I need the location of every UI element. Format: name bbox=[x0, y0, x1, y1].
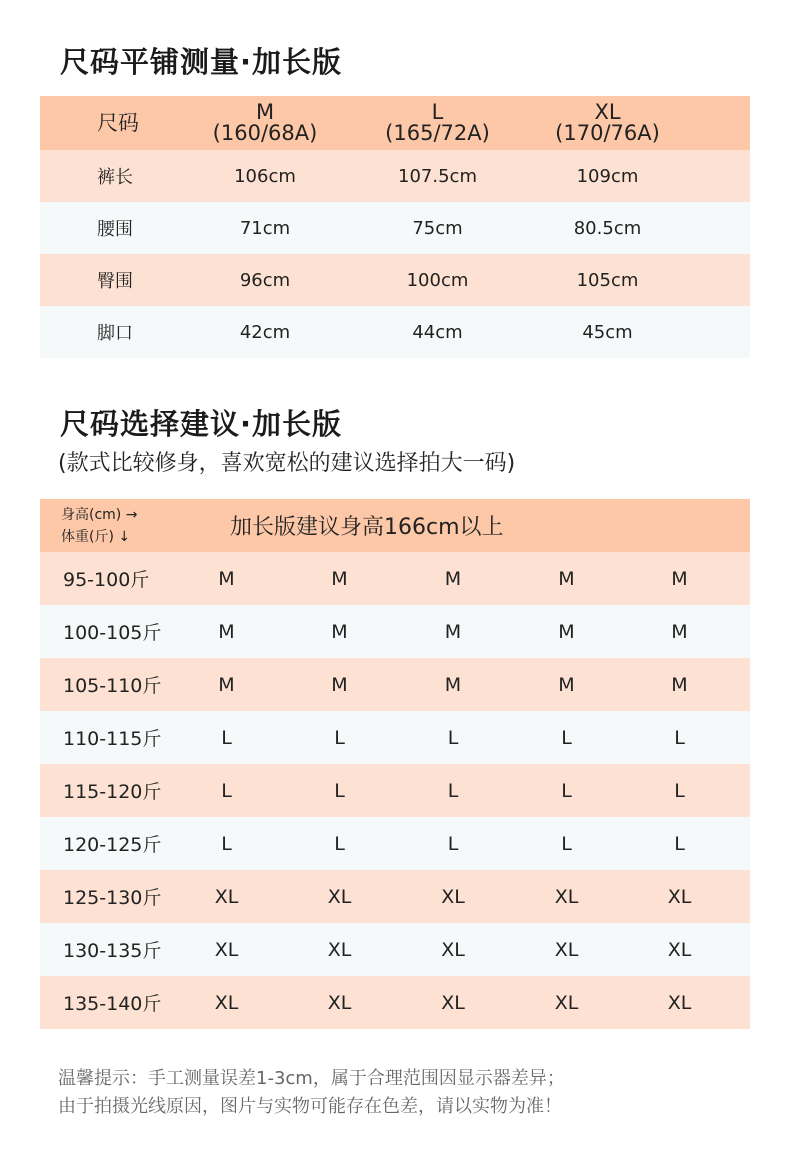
recommended-size-cell: XL bbox=[441, 938, 465, 961]
recommended-size-cell: XL bbox=[441, 885, 465, 908]
recommended-size-cell: XL bbox=[554, 991, 579, 1014]
row-label: 臀围 bbox=[97, 271, 133, 292]
recommended-size-cell: M bbox=[331, 567, 348, 590]
table-row bbox=[40, 711, 750, 764]
table-cell: 107.5cm bbox=[398, 165, 477, 187]
note-line-1: 温馨提示：手工测量误差1-3cm，属于合理范围因显示器差异； bbox=[58, 1068, 565, 1089]
weight-range-label: 120-125斤 bbox=[63, 834, 162, 856]
recommended-size-cell: XL bbox=[327, 885, 352, 908]
recommended-size-cell: M bbox=[558, 673, 575, 696]
table-cell: 96cm bbox=[239, 269, 291, 291]
table-row bbox=[40, 605, 750, 658]
table-row bbox=[40, 254, 750, 306]
recommended-size-cell: XL bbox=[327, 938, 352, 961]
recommended-size-cell: L bbox=[561, 726, 572, 749]
weight-range-label: 115-120斤 bbox=[63, 781, 162, 803]
table-row bbox=[40, 150, 750, 202]
table-cell: 45cm bbox=[582, 321, 633, 343]
recommended-size-cell: M bbox=[331, 620, 348, 643]
recommended-size-cell: L bbox=[447, 779, 459, 802]
recommended-size-cell: L bbox=[334, 726, 345, 749]
recommended-size-cell: L bbox=[334, 779, 345, 802]
table-cell: 44cm bbox=[412, 321, 463, 343]
table-cell: 71cm bbox=[239, 217, 291, 239]
recommended-size-cell: XL bbox=[667, 938, 692, 961]
table-cell: 75cm bbox=[412, 217, 463, 239]
row-label: 裤长 bbox=[97, 167, 133, 188]
weight-range-label: 110-115斤 bbox=[63, 728, 162, 750]
recommended-size-cell: XL bbox=[214, 991, 239, 1014]
recommended-size-cell: L bbox=[447, 832, 459, 855]
recommended-size-cell: L bbox=[674, 832, 685, 855]
table-row bbox=[40, 552, 750, 605]
table-row bbox=[40, 202, 750, 254]
size-recommendation-table bbox=[40, 499, 750, 1029]
recommended-size-cell: M bbox=[671, 673, 688, 696]
note-line-2: 由于拍摄光线原因，图片与实物可能存在色差，请以实物为准！ bbox=[58, 1096, 562, 1117]
weight-range-label: 125-130斤 bbox=[63, 887, 162, 909]
table-cell: 100cm bbox=[406, 269, 469, 291]
recommended-size-cell: XL bbox=[327, 991, 352, 1014]
table-cell: 105cm bbox=[576, 269, 639, 291]
table-row bbox=[40, 923, 750, 976]
size-header-m: M (160/68A) bbox=[180, 96, 350, 150]
recommended-size-cell: L bbox=[561, 779, 572, 802]
table-row bbox=[40, 764, 750, 817]
recommended-size-cell: L bbox=[221, 726, 232, 749]
recommended-size-cell: M bbox=[444, 673, 462, 696]
table-cell: 106cm bbox=[234, 165, 296, 187]
size-header-l: L (165/72A) bbox=[350, 96, 525, 150]
recommended-size-cell: L bbox=[561, 832, 572, 855]
recommended-size-cell: XL bbox=[214, 885, 239, 908]
recommendation-subtitle: (款式比较修身，喜欢宽松的建议选择拍大一码) bbox=[58, 451, 516, 476]
table-row bbox=[40, 976, 750, 1029]
recommended-size-cell: L bbox=[221, 779, 232, 802]
recommended-size-cell: XL bbox=[554, 938, 579, 961]
recommendation-header bbox=[40, 499, 750, 552]
size-table-header bbox=[40, 96, 750, 150]
table-row bbox=[40, 658, 750, 711]
table-cell: 80.5cm bbox=[573, 217, 642, 239]
recommended-size-cell: L bbox=[674, 779, 685, 802]
weight-range-label: 135-140斤 bbox=[63, 993, 162, 1015]
row-label: 脚口 bbox=[97, 323, 133, 344]
table-row bbox=[40, 306, 750, 358]
height-banner: 加长版建议身高166cm以上 bbox=[170, 499, 750, 552]
table-row bbox=[40, 817, 750, 870]
recommended-size-cell: XL bbox=[441, 991, 465, 1014]
recommended-size-cell: M bbox=[444, 620, 462, 643]
recommended-size-cell: M bbox=[218, 567, 235, 590]
recommended-size-cell: M bbox=[218, 673, 235, 696]
table-cell: 109cm bbox=[576, 165, 639, 187]
size-chart-title: 尺码平铺测量·加长版 bbox=[60, 45, 343, 79]
row-label: 腰围 bbox=[97, 219, 133, 240]
recommended-size-cell: M bbox=[331, 673, 348, 696]
recommended-size-cell: L bbox=[221, 832, 232, 855]
table-cell: 42cm bbox=[239, 321, 291, 343]
recommended-size-cell: M bbox=[558, 567, 575, 590]
axis-corner-label bbox=[40, 499, 170, 552]
recommended-size-cell: M bbox=[444, 567, 462, 590]
recommended-size-cell: L bbox=[674, 726, 685, 749]
recommendation-title: 尺码选择建议·加长版 bbox=[60, 407, 343, 441]
recommended-size-cell: XL bbox=[554, 885, 579, 908]
recommended-size-cell: L bbox=[447, 726, 459, 749]
table-row bbox=[40, 870, 750, 923]
recommended-size-cell: L bbox=[334, 832, 345, 855]
weight-axis-label: 体重(斤) ↓ bbox=[61, 528, 131, 545]
weight-range-label: 100-105斤 bbox=[63, 622, 162, 644]
recommended-size-cell: M bbox=[218, 620, 235, 643]
size-header-xl: XL (170/76A) bbox=[525, 96, 690, 150]
size-measurement-table bbox=[40, 96, 750, 358]
weight-range-label: 95-100斤 bbox=[63, 569, 150, 591]
recommended-size-cell: M bbox=[558, 620, 575, 643]
size-header-label: 尺码 bbox=[40, 96, 180, 150]
recommended-size-cell: XL bbox=[667, 991, 692, 1014]
recommended-size-cell: M bbox=[671, 620, 688, 643]
weight-range-label: 105-110斤 bbox=[63, 675, 162, 697]
recommended-size-cell: M bbox=[671, 567, 688, 590]
recommended-size-cell: XL bbox=[667, 885, 692, 908]
recommended-size-cell: XL bbox=[214, 938, 239, 961]
weight-range-label: 130-135斤 bbox=[63, 940, 162, 962]
height-axis-label: 身高(cm) → bbox=[61, 506, 138, 523]
